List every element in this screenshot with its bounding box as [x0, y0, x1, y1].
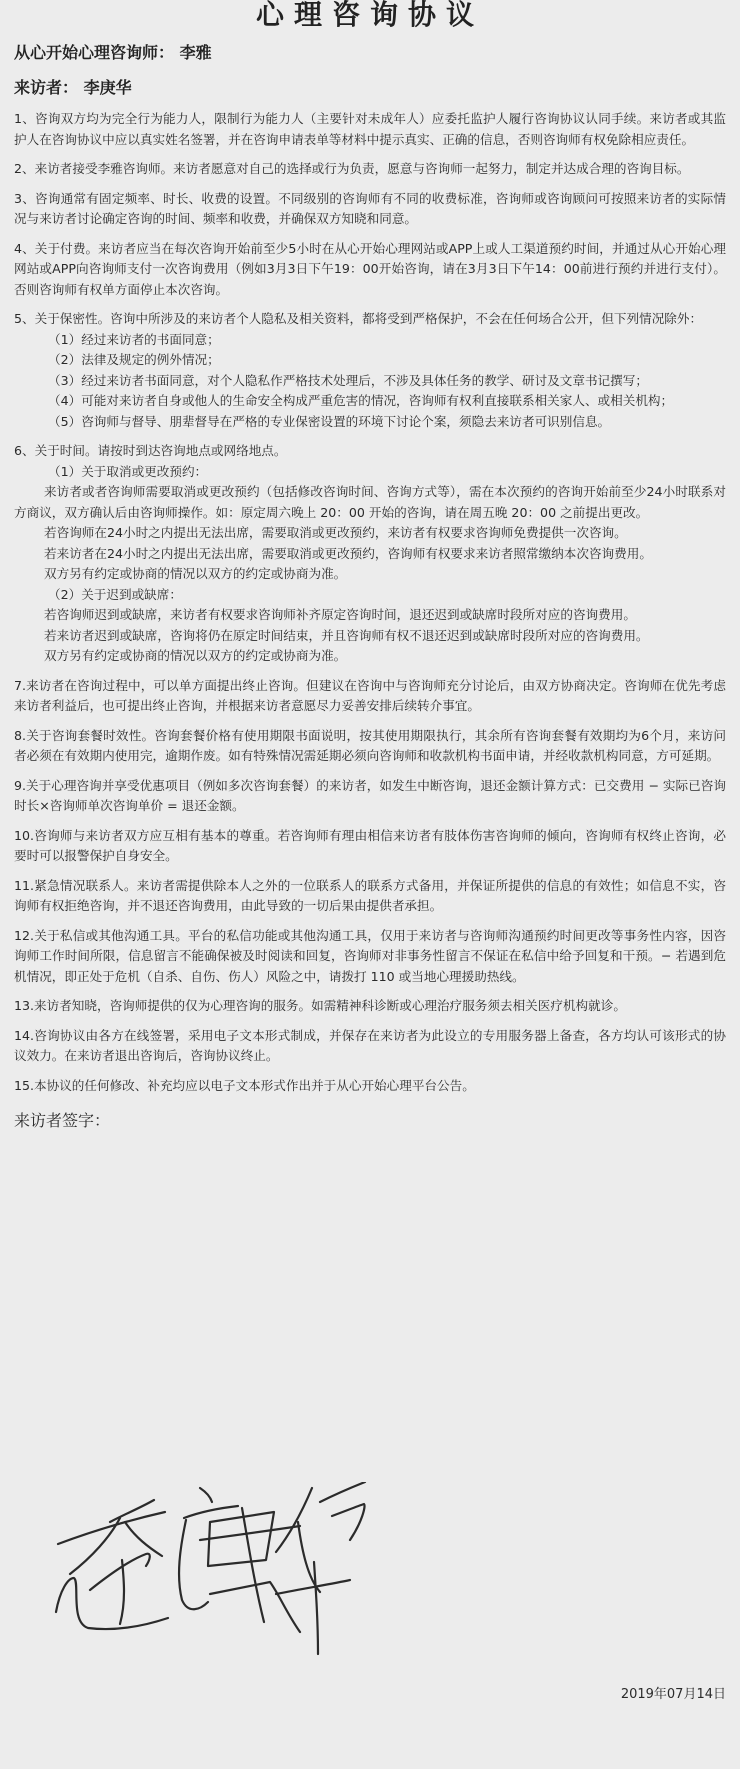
sign-date: 2019年07月14日: [620, 1687, 726, 1702]
clause-subitem: （5）咨询师与督导、朋辈督导在严格的专业保密设置的环境下讨论个案，须隐去来访者可识别信息。: [48, 413, 611, 429]
clause-15: [14, 1076, 726, 1097]
clause-subitem: （4）可能对来访者自身或他人的生命安全构成严重危害的情况，咨询师有权利直接联系相关家人、或相关机构；: [48, 393, 674, 408]
clause-subitem: （3）经过来访者书面同意，对个人隐私作严格技术处理后，不涉及具体任务的教学、研讨及文章书记撰写；: [48, 372, 648, 388]
clause-text: 11.紧急情况联系人。来访者需提供除本人之外的一位联系人的联系方式备用，并保证所提供的信息的有效性；如信息不实，咨询师有权拒绝咨询，并不退还咨询费用，由此导致的一切后果由提供者承担。: [14, 877, 726, 913]
clause-7: [14, 676, 726, 717]
clause-text: 10.咨询师与来访者双方应互相有基本的尊重。若咨询师有理由相信来访者有肢体伤害咨询师的倾向，咨询师有权终止咨询，必要时可以报警保护自身安全。: [14, 827, 726, 863]
page-title: 心理咨询协议: [255, 0, 484, 31]
clause-list: [14, 109, 726, 1096]
clause-text: 8.关于咨询套餐时效性。咨询套餐价格有使用期限书面说明，按其使用期限执行，其余所有咨询套餐有效期均为6个月，来访问者必须在有效期内使用完，逾期作废。如有特殊情况需延期必须向咨询师和收款机构书面申请，并经收款机构同意，方可延期。: [14, 727, 726, 763]
counselor-line: 从心开始心理咨询师： 李雅: [14, 43, 212, 62]
clause-paragraph: 若咨询师在24小时之内提出无法出席，需要取消或更改预约，来访者有权要求咨询师免费提供一次咨询。: [44, 525, 627, 540]
clause-subitem: （2）法律及规定的例外情况；: [48, 352, 220, 367]
clause-paragraph: 若来访者在24小时之内提出无法出席，需要取消或更改预约，咨询师有权要求来访者照常缴纳本次咨询费用。: [44, 545, 652, 561]
handwritten-signature: [50, 1482, 410, 1672]
clause-6: [14, 441, 726, 667]
clause-paragraph: 若咨询师迟到或缺席，来访者有权要求咨询师补齐原定咨询时间，退还迟到或缺席时段所对应的咨询费用。: [44, 607, 636, 622]
clause-1: [14, 109, 726, 150]
clause-9: [14, 776, 726, 817]
clause-13: [14, 996, 726, 1017]
clause-5: [14, 309, 726, 432]
clause-14: [14, 1026, 726, 1067]
client-line: 来访者： 李庚华: [14, 78, 132, 97]
clause-text: 12.关于私信或其他沟通工具。平台的私信功能或其他沟通工具，仅用于来访者与咨询师沟通预约时间更改等事务性内容，因咨询师工作时间所限，信息留言不能确保被及时阅读和回复，咨询师对非事务性留言不保证在私信中给予回复和干预。− 若遇到危机情况，即正处于危机（自杀、自伤、伤人）风险之中，请拨打 110 或当地心理援助热线。: [14, 927, 726, 984]
clause-paragraph: 若来访者迟到或缺席，咨询将仍在原定时间结束，并且咨询师有权不退还迟到或缺席时段所对应的咨询费用。: [44, 627, 649, 643]
clause-text: 9.关于心理咨询并享受优惠项目（例如多次咨询套餐）的来访者，如发生中断咨询，退还金额计算方式：已交费用 − 实际已咨询时长×咨询师单次咨询单价 = 退还金额。: [14, 777, 726, 813]
clause-10: [14, 826, 726, 867]
clause-text: 1、咨询双方均为完全行为能力人，限制行为能力人（主要针对未成年人）应委托监护人履行咨询协议认同手续。来访者或其监护人在咨询协议中应以真实姓名签署，并在咨询申请表单等材料中提示真实、正确的信息，否则咨询师有权免除相应责任。: [14, 111, 726, 147]
clause-text: 3、咨询通常有固定频率、时长、收费的设置。不同级别的咨询师有不同的收费标准，咨询师或咨询顾问可按照来访者的实际情况与来访者讨论确定咨询的时间、频率和收费，并确保双方知晓和同意。: [14, 190, 726, 226]
clause-text: 6、关于时间。请按时到达咨询地点或网络地点。: [14, 443, 287, 458]
clause-text: 13.来访者知晓，咨询师提供的仅为心理咨询的服务。如需精神科诊断或心理治疗服务须去相关医疗机构就诊。: [14, 998, 626, 1013]
clause-12: [14, 926, 726, 988]
clause-subitem: （2）关于迟到或缺席：: [48, 586, 182, 602]
clause-text: 14.咨询协议由各方在线签署，采用电子文本形式制成，并保存在来访者为此设立的专用服务器上备查，各方均认可该形式的协议效力。在来访者退出咨询后，咨询协议终止。: [14, 1027, 726, 1063]
clause-text: 4、关于付费。来访者应当在每次咨询开始前至少5小时在从心开始心理网站或APP上或人工渠道预约时间，并通过从心开始心理网站或APP向咨询师支付一次咨询费用（例如3月3日下午19：00开始咨询，请在3月3日下午14：00前进行预约并进行支付）。否则咨询师有权单方面停止本次咨询。: [14, 240, 726, 297]
clause-text: 7.来访者在咨询过程中，可以单方面提出终止咨询。但建议在咨询中与咨询师充分讨论后，由双方协商决定。咨询师在优先考虑来访者利益后，也可提出终止咨询，并根据来访者意愿尽力妥善安排后续转介事宜。: [14, 677, 726, 713]
clause-text: 5、关于保密性。咨询中所涉及的来访者个人隐私及相关资料，都将受到严格保护，不会在任何场合公开，但下列情况除外：: [14, 311, 703, 326]
clause-paragraph: 双方另有约定或协商的情况以双方的约定或协商为准。: [44, 566, 347, 581]
clause-3: [14, 189, 726, 230]
clause-11: [14, 876, 726, 917]
signature-label: 来访者签字：: [14, 1111, 111, 1130]
clause-paragraph: 来访者或者咨询师需要取消或更改预约（包括修改咨询时间、咨询方式等），需在本次预约的咨询开始前至少24小时联系对方商议，双方确认后由咨询师操作。如：原定周六晚上 20：00 开始的咨询，请在周五晚 20：00 之前提出更改。: [14, 484, 726, 520]
clause-text: 15.本协议的任何修改、补充均应以电子文本形式作出并于从心开始心理平台公告。: [14, 1077, 475, 1093]
clause-paragraph: 双方另有约定或协商的情况以双方的约定或协商为准。: [44, 648, 347, 663]
clause-4: [14, 239, 726, 301]
clause-8: [14, 726, 726, 767]
clause-subitem: （1）经过来访者的书面同意；: [48, 331, 220, 347]
clause-text: 2、来访者接受李雅咨询师。来访者愿意对自己的选择或行为负责，愿意与咨询师一起努力，制定并达成合理的咨询目标。: [14, 161, 690, 176]
clause-subitem: （1）关于取消或更改预约：: [48, 463, 208, 479]
clause-2: [14, 159, 726, 180]
